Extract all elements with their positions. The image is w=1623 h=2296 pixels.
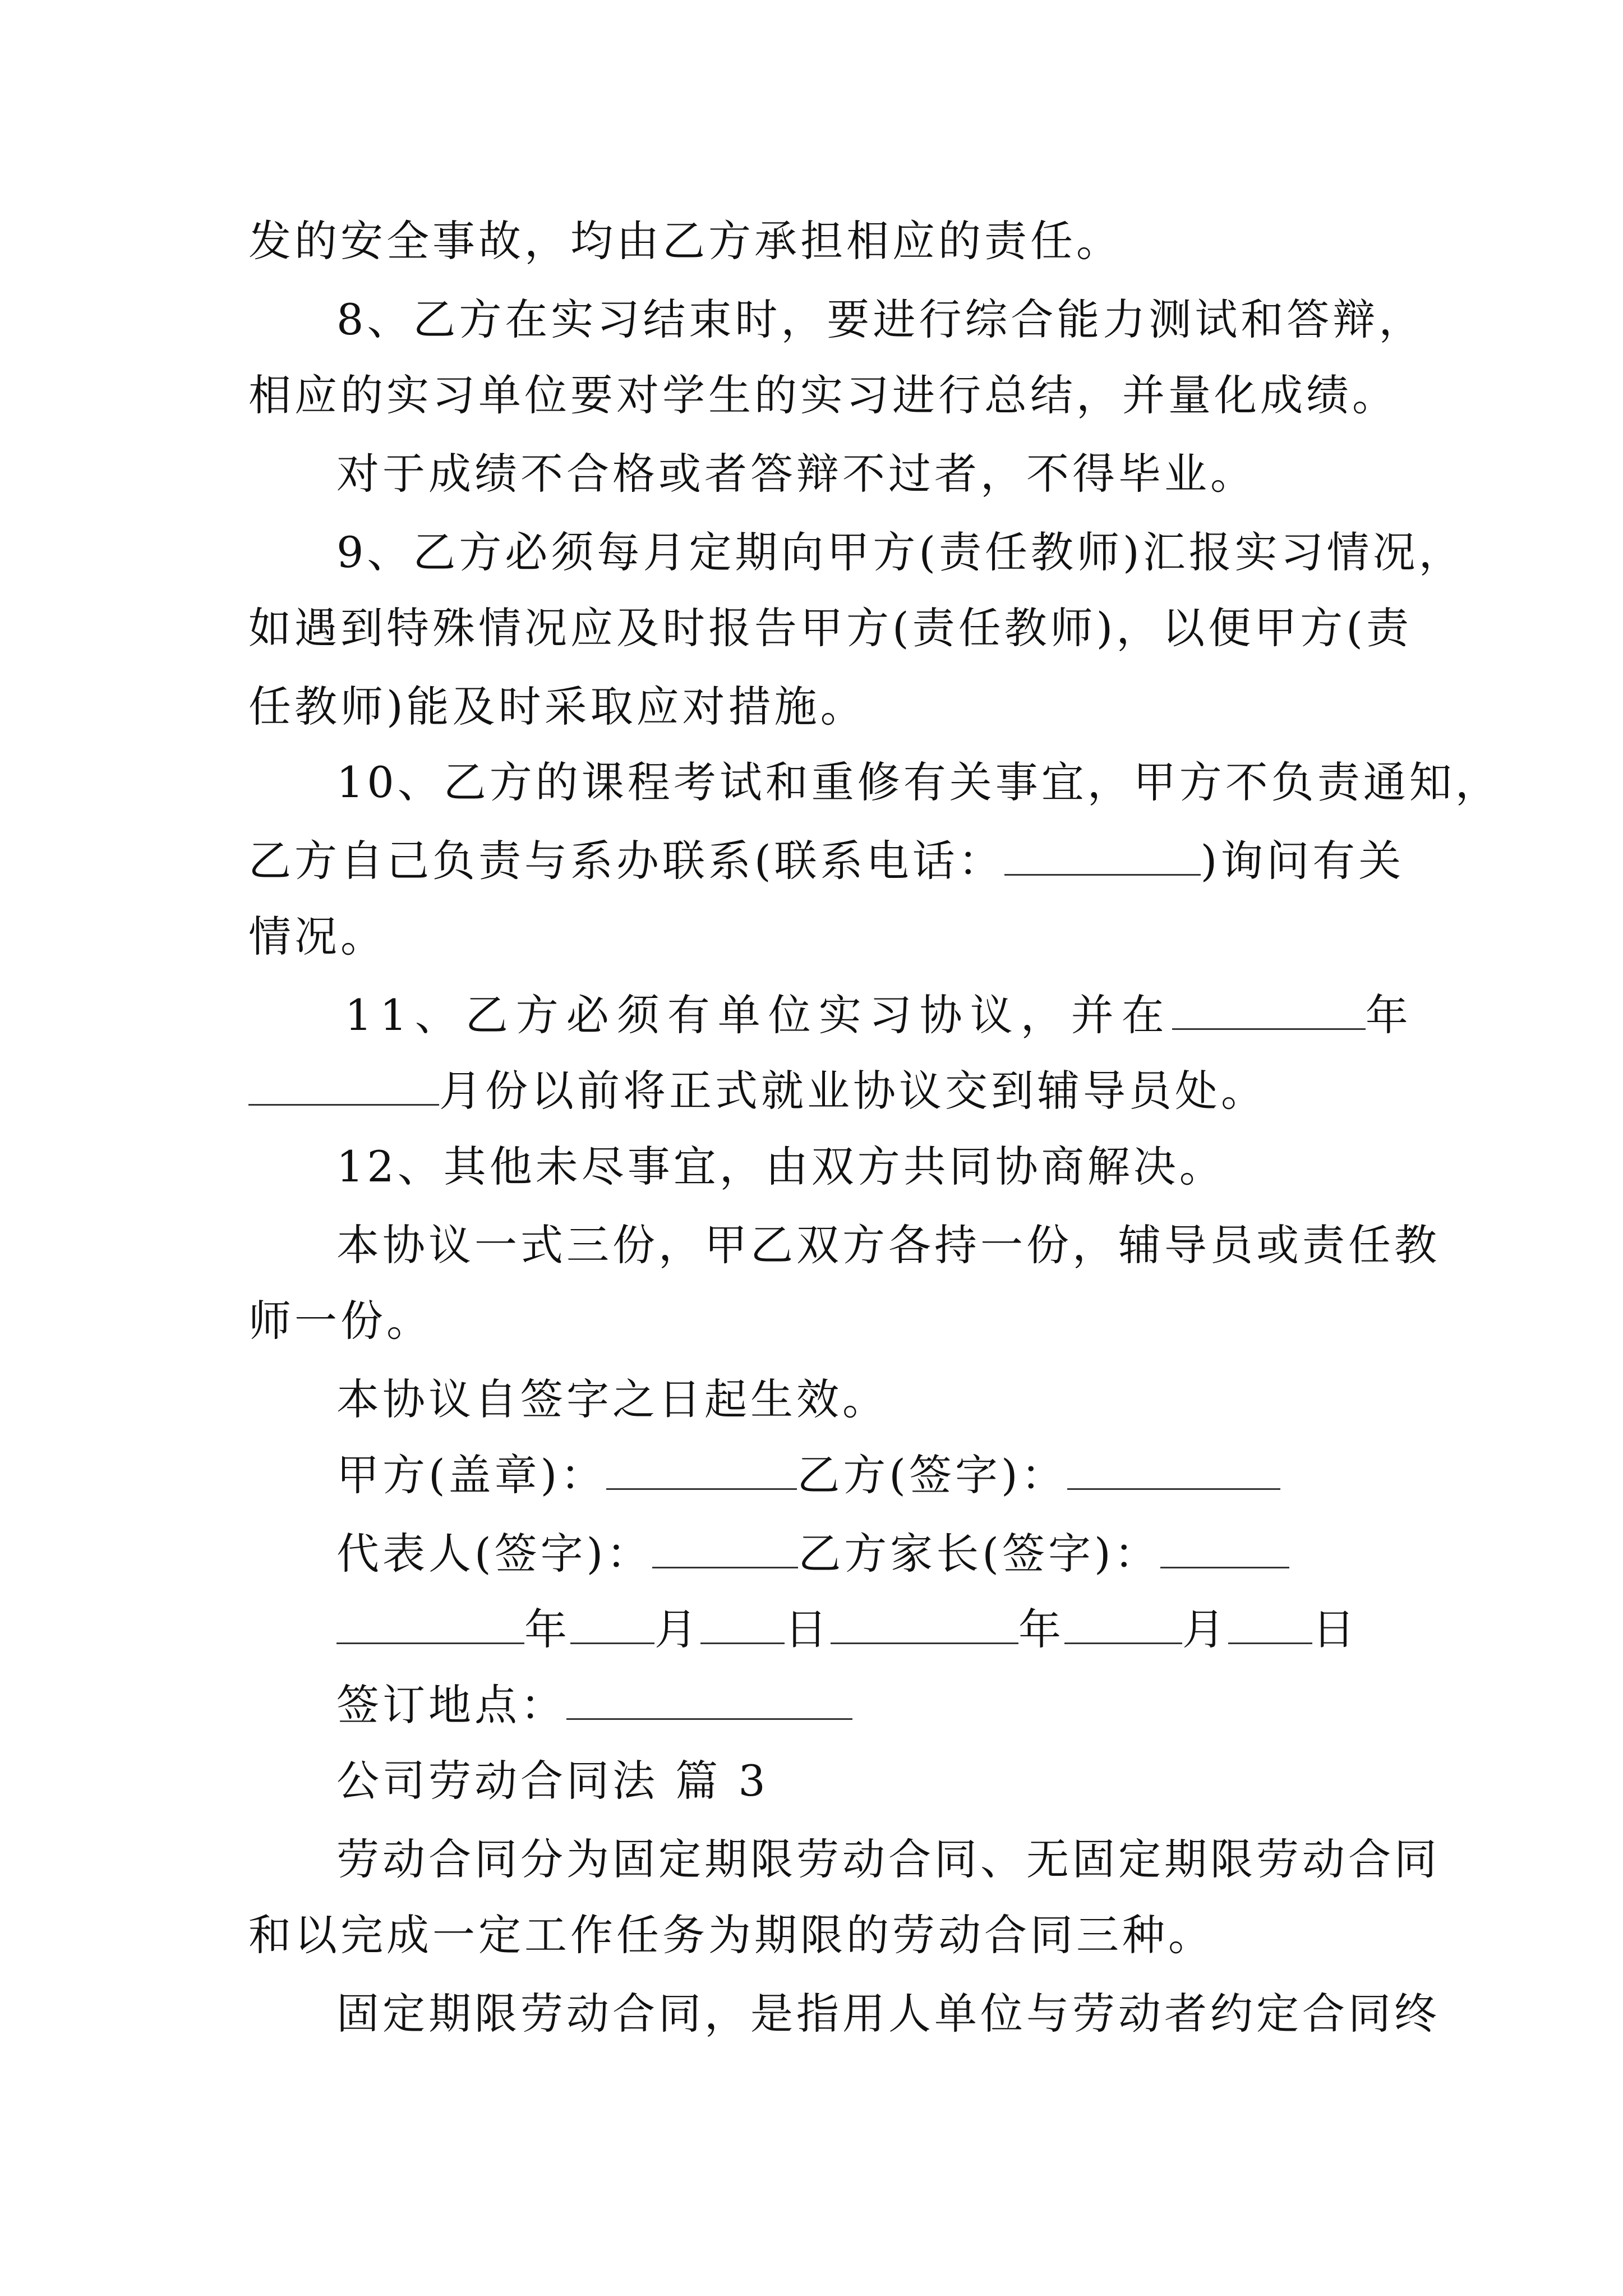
paragraph-line: 对于成绩不合格或者答辩不过者，不得毕业。 [336,449,1256,499]
paragraph-line: 如遇到特殊情况应及时报告甲方(责任教师)，以便甲方(责 [248,603,1412,653]
section-heading: 公司劳动合同法 篇 3 [336,1756,769,1806]
representative-blank[interactable] [652,1527,798,1568]
contact-line-after: )询问有关 [1200,836,1405,886]
paragraph-line: 师一份。 [248,1296,432,1346]
signature-row-place [336,1677,1381,1733]
date-b-month-blank[interactable] [1064,1603,1182,1644]
paragraph-line: 固定期限劳动合同，是指用人单位与劳动者约定合同终 [336,1989,1440,2039]
phone-blank[interactable] [1004,835,1201,876]
paragraph-line: 10、乙方的课程考试和重修有关事宜，甲方不负责通知， [336,757,1501,807]
year-blank[interactable] [1172,989,1366,1030]
paragraph-line: 12、其他未尽事宜，由双方共同协商解决。 [336,1142,1225,1191]
paragraph-line: 和以完成一定工作任务为期限的劳动合同三种。 [248,1910,1214,1960]
place-label: 签订地点： [336,1680,566,1730]
paragraph-line: 任教师)能及时采取应对措施。 [248,682,866,731]
date-a-month-blank[interactable] [570,1603,654,1644]
parent-label: 乙方家长(签字)： [798,1529,1160,1579]
date-b-day-blank[interactable] [1228,1603,1312,1644]
paragraph-line: 月份以前将正式就业协议交到辅导员处。 [439,1066,1267,1116]
day-label: 日 [785,1604,831,1654]
party-a-blank[interactable] [606,1449,797,1490]
year-label: 年 [1018,1604,1064,1654]
date-b-year-blank[interactable] [831,1603,1018,1644]
signature-row-parties [336,1447,1381,1503]
contact-line [248,833,1405,889]
date-a-year-blank[interactable] [336,1603,524,1644]
party-b-blank[interactable] [1067,1449,1280,1490]
signature-row-dates [336,1602,1381,1658]
paragraph-line: 情况。 [248,912,386,961]
item11-before: 11、乙方必须有单位实习协议，并在 [345,990,1172,1040]
paragraph-line: 8、乙方在实习结束时，要进行综合能力测试和答辩， [336,295,1425,344]
date-a-day-blank[interactable] [700,1603,785,1644]
representative-label: 代表人(签字)： [336,1529,653,1579]
parent-blank[interactable] [1160,1527,1289,1568]
item11-continued [248,1063,1381,1119]
paragraph-line: 相应的实习单位要对学生的实习进行总结，并量化成绩。 [248,370,1398,420]
month-label: 月 [654,1604,700,1654]
paragraph-line: 本协议自签字之日起生效。 [336,1374,888,1424]
party-a-label: 甲方(盖章)： [336,1450,607,1500]
day-label: 日 [1312,1604,1358,1654]
place-blank[interactable] [566,1679,852,1720]
month-blank[interactable] [248,1065,439,1106]
contact-line-before: 乙方自己负责与系办联系(联系电话： [248,836,1004,886]
party-b-label: 乙方(签字)： [797,1450,1067,1500]
paragraph-line: 本协议一式三份，甲乙双方各持一份，辅导员或责任教 [336,1220,1440,1270]
paragraph-line: 发的安全事故，均由乙方承担相应的责任。 [248,216,1122,266]
paragraph-line: 9、乙方必须每月定期向甲方(责任教师)汇报实习情况， [336,527,1465,577]
year-label: 年 [524,1604,570,1654]
month-label: 月 [1182,1604,1228,1654]
paragraph-line: 劳动合同分为固定期限劳动合同、无固定期限劳动合同 [336,1834,1440,1884]
signature-row-representatives [336,1526,1381,1582]
item11-line [345,987,1478,1043]
item11-after: 年 [1365,990,1416,1040]
